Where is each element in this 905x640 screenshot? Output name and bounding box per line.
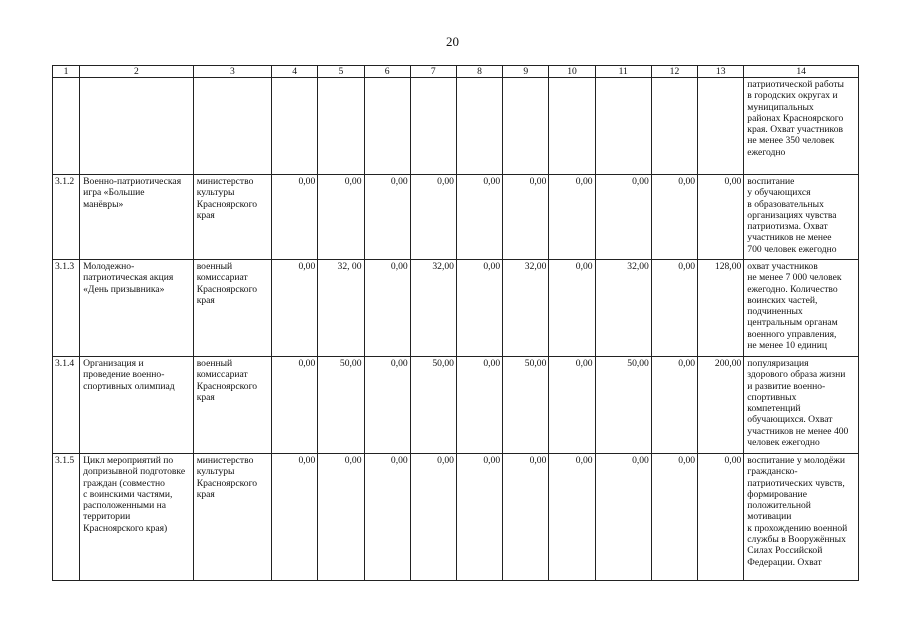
column-header-11: 11 xyxy=(595,66,651,78)
funding-value-cell: 0,00 xyxy=(698,175,744,260)
activity-code-cell xyxy=(53,78,80,175)
expected-result-cell: патриотической работы в городских округах и муниципальных районах Красноярского края. Охват участников не менее 350 человек ежегодно xyxy=(744,78,859,175)
column-number-header-row xyxy=(53,66,859,78)
column-header-8: 8 xyxy=(456,66,502,78)
expected-result-cell: воспитание у молодёжи гражданско- патриотических чувств, формирование положительной мотивации к прохождению военной службы в Вооружённых Силах Российской Федерации. Охват xyxy=(744,454,859,581)
funding-value-cell xyxy=(503,78,549,175)
funding-value-cell: 0,00 xyxy=(698,454,744,581)
funding-value-cell xyxy=(698,78,744,175)
column-header-4: 4 xyxy=(272,66,318,78)
funding-value-cell: 0,00 xyxy=(272,175,318,260)
executor-cell: министерство культуры Красноярского края xyxy=(193,175,271,260)
funding-value-cell: 0,00 xyxy=(503,454,549,581)
funding-value-cell: 0,00 xyxy=(549,260,595,357)
expected-result-cell: охват участников не менее 7 000 человек ежегодно. Количество воинских частей, подчиненных центральным органам военного управления, не менее 10 единиц xyxy=(744,260,859,357)
funding-value-cell: 0,00 xyxy=(272,260,318,357)
funding-value-cell: 0,00 xyxy=(549,357,595,454)
column-header-6: 6 xyxy=(364,66,410,78)
funding-value-cell: 0,00 xyxy=(651,357,697,454)
funding-value-cell xyxy=(364,78,410,175)
funding-value-cell: 32, 00 xyxy=(318,260,364,357)
funding-value-cell: 50,00 xyxy=(503,357,549,454)
column-header-1: 1 xyxy=(53,66,80,78)
table-body xyxy=(53,78,859,581)
table-row xyxy=(53,175,859,260)
activity-name-cell: Организация и проведение военно- спортивных олимпиад xyxy=(80,357,194,454)
column-header-7: 7 xyxy=(410,66,456,78)
funding-value-cell: 128,00 xyxy=(698,260,744,357)
funding-value-cell: 0,00 xyxy=(410,175,456,260)
funding-value-cell: 0,00 xyxy=(595,175,651,260)
table-row xyxy=(53,454,859,581)
activity-code-cell: 3.1.5 xyxy=(53,454,80,581)
funding-value-cell: 32,00 xyxy=(595,260,651,357)
funding-value-cell: 0,00 xyxy=(651,454,697,581)
column-header-10: 10 xyxy=(549,66,595,78)
funding-value-cell xyxy=(549,78,595,175)
executor-cell xyxy=(193,78,271,175)
funding-value-cell: 0,00 xyxy=(651,260,697,357)
activity-code-cell: 3.1.4 xyxy=(53,357,80,454)
funding-value-cell: 0,00 xyxy=(456,454,502,581)
activity-name-cell: Цикл мероприятий по допризывной подготовке граждан (совместно с воинскими частями, расположенными на территории Красноярского края) xyxy=(80,454,194,581)
funding-value-cell: 0,00 xyxy=(364,454,410,581)
funding-value-cell: 0,00 xyxy=(651,175,697,260)
activity-name-cell: Молодежно- патриотическая акция «День призывника» xyxy=(80,260,194,357)
column-header-13: 13 xyxy=(698,66,744,78)
funding-value-cell: 0,00 xyxy=(503,175,549,260)
funding-value-cell: 0,00 xyxy=(410,454,456,581)
page-number: 20 xyxy=(446,34,459,49)
funding-value-cell: 0,00 xyxy=(272,454,318,581)
funding-value-cell xyxy=(456,78,502,175)
table-row xyxy=(53,357,859,454)
funding-value-cell: 50,00 xyxy=(595,357,651,454)
column-header-14: 14 xyxy=(744,66,859,78)
program-activities-table xyxy=(52,65,859,581)
funding-value-cell: 0,00 xyxy=(364,260,410,357)
funding-value-cell: 0,00 xyxy=(595,454,651,581)
funding-value-cell: 0,00 xyxy=(549,175,595,260)
funding-value-cell: 50,00 xyxy=(318,357,364,454)
activity-code-cell: 3.1.3 xyxy=(53,260,80,357)
funding-value-cell: 200,00 xyxy=(698,357,744,454)
funding-value-cell: 50,00 xyxy=(410,357,456,454)
column-header-2: 2 xyxy=(80,66,194,78)
funding-value-cell: 0,00 xyxy=(456,175,502,260)
column-header-3: 3 xyxy=(193,66,271,78)
column-header-9: 9 xyxy=(503,66,549,78)
executor-cell: военный комиссариат Красноярского края xyxy=(193,357,271,454)
column-header-5: 5 xyxy=(318,66,364,78)
funding-value-cell: 0,00 xyxy=(272,357,318,454)
funding-value-cell: 0,00 xyxy=(456,260,502,357)
funding-value-cell: 0,00 xyxy=(364,175,410,260)
funding-value-cell: 0,00 xyxy=(318,454,364,581)
funding-value-cell xyxy=(595,78,651,175)
expected-result-cell: популяризация здорового образа жизни и развитие военно- спортивных компетенций обучающихся. Охват участников не менее 400 человек ежегодно xyxy=(744,357,859,454)
activity-name-cell xyxy=(80,78,194,175)
funding-value-cell xyxy=(410,78,456,175)
funding-value-cell: 0,00 xyxy=(549,454,595,581)
table-row xyxy=(53,78,859,175)
executor-cell: военный комиссариат Красноярского края xyxy=(193,260,271,357)
activity-code-cell: 3.1.2 xyxy=(53,175,80,260)
table-row xyxy=(53,260,859,357)
executor-cell: министерство культуры Красноярского края xyxy=(193,454,271,581)
funding-value-cell: 0,00 xyxy=(456,357,502,454)
activity-name-cell: Военно-патриотическая игра «Большие манёвры» xyxy=(80,175,194,260)
funding-value-cell: 32,00 xyxy=(410,260,456,357)
column-header-12: 12 xyxy=(651,66,697,78)
funding-value-cell: 32,00 xyxy=(503,260,549,357)
funding-value-cell xyxy=(651,78,697,175)
expected-result-cell: воспитание у обучающихся в образовательных организациях чувства патриотизма. Охват участников не менее 700 человек ежегодно xyxy=(744,175,859,260)
funding-value-cell: 0,00 xyxy=(364,357,410,454)
funding-value-cell xyxy=(272,78,318,175)
funding-value-cell: 0,00 xyxy=(318,175,364,260)
funding-value-cell xyxy=(318,78,364,175)
